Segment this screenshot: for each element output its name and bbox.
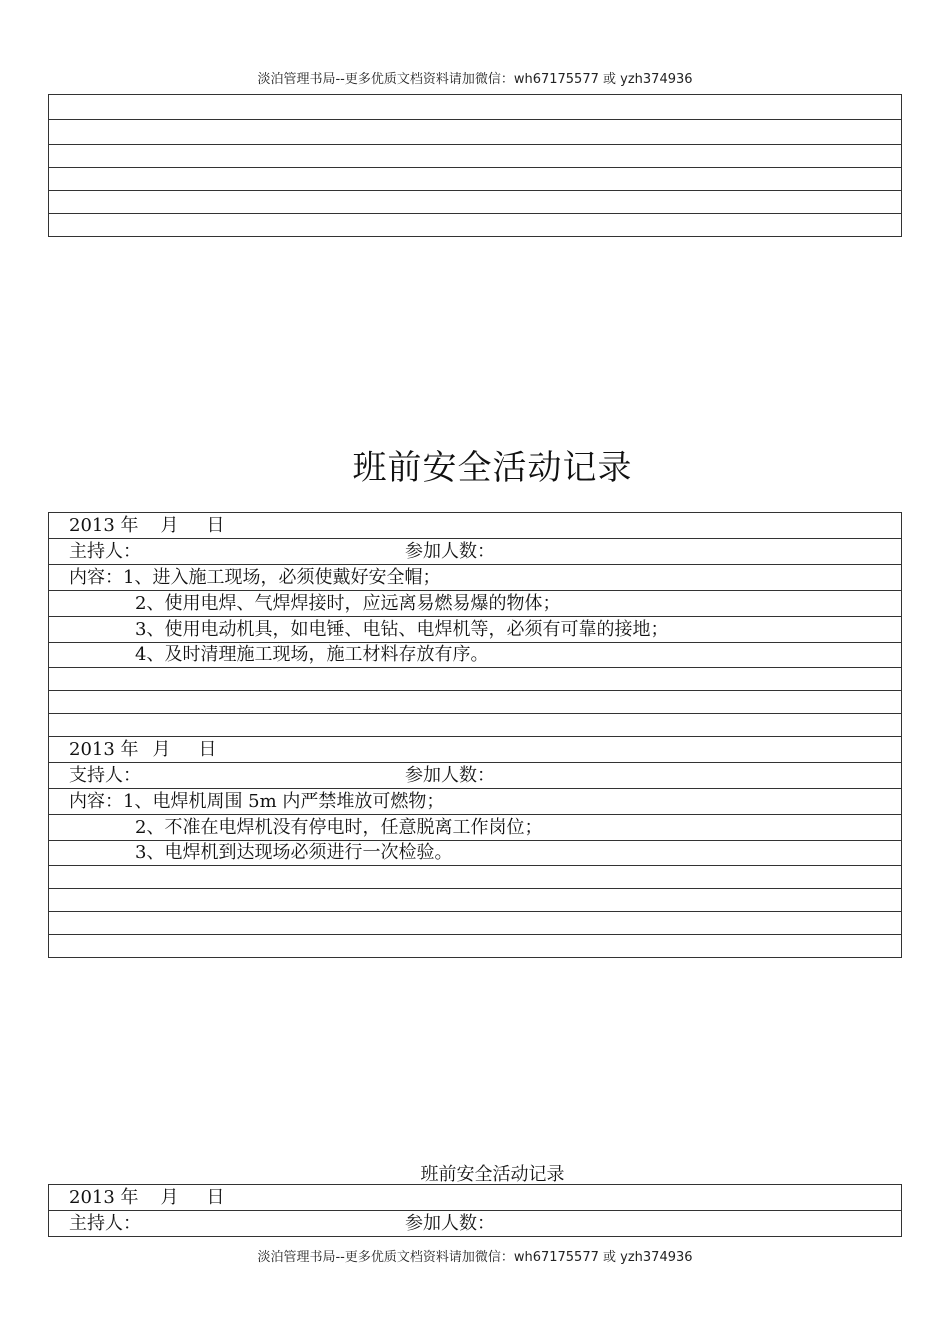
page-header: 淡泊管理书局--更多优质文档资料请加微信：wh67175577 或 yzh374936 bbox=[257, 72, 693, 87]
blank-row bbox=[49, 668, 902, 691]
blank-row bbox=[49, 168, 902, 191]
blank-row bbox=[49, 935, 902, 958]
blank-row bbox=[49, 191, 902, 214]
blank-row bbox=[49, 912, 902, 935]
blank-table-top bbox=[48, 94, 902, 237]
host-row: 主持人： 参加人数： bbox=[49, 1211, 902, 1237]
blank-row bbox=[49, 120, 902, 145]
content-item: 4、及时清理施工现场，施工材料存放有序。 bbox=[49, 643, 902, 668]
activity-record-table-bottom bbox=[48, 1184, 902, 1237]
page-title: 班前安全活动记录 bbox=[352, 448, 633, 488]
blank-row bbox=[49, 866, 902, 889]
content-row: 内容：1、进入施工现场，必须使戴好安全帽； bbox=[49, 565, 902, 591]
date-row: 2013 年 月 日 bbox=[49, 513, 902, 539]
content-item: 2、不准在电焊机没有停电时，任意脱离工作岗位； bbox=[49, 815, 902, 841]
host-row: 主持人： 参加人数： bbox=[49, 539, 902, 565]
host-row: 支持人： 参加人数： bbox=[49, 763, 902, 789]
page-footer: 淡泊管理书局--更多优质文档资料请加微信：wh67175577 或 yzh374936 bbox=[257, 1250, 693, 1265]
content-item: 3、电焊机到达现场必须进行一次检验。 bbox=[49, 841, 902, 866]
blank-row bbox=[49, 214, 902, 237]
content-row: 内容：1、电焊机周围 5m 内严禁堆放可燃物； bbox=[49, 789, 902, 815]
section-title: 班前安全活动记录 bbox=[420, 1164, 565, 1185]
blank-row bbox=[49, 145, 902, 168]
content-item: 2、使用电焊、气焊焊接时，应远离易燃易爆的物体； bbox=[49, 591, 902, 617]
blank-row bbox=[49, 889, 902, 912]
date-row: 2013 年 月 日 bbox=[49, 737, 902, 763]
blank-row bbox=[49, 714, 902, 737]
activity-record-table bbox=[48, 512, 902, 958]
content-item: 3、使用电动机具，如电锤、电钻、电焊机等，必须有可靠的接地； bbox=[49, 617, 902, 643]
blank-row bbox=[49, 691, 902, 714]
date-row: 2013 年 月 日 bbox=[49, 1185, 902, 1211]
blank-row bbox=[49, 95, 902, 120]
